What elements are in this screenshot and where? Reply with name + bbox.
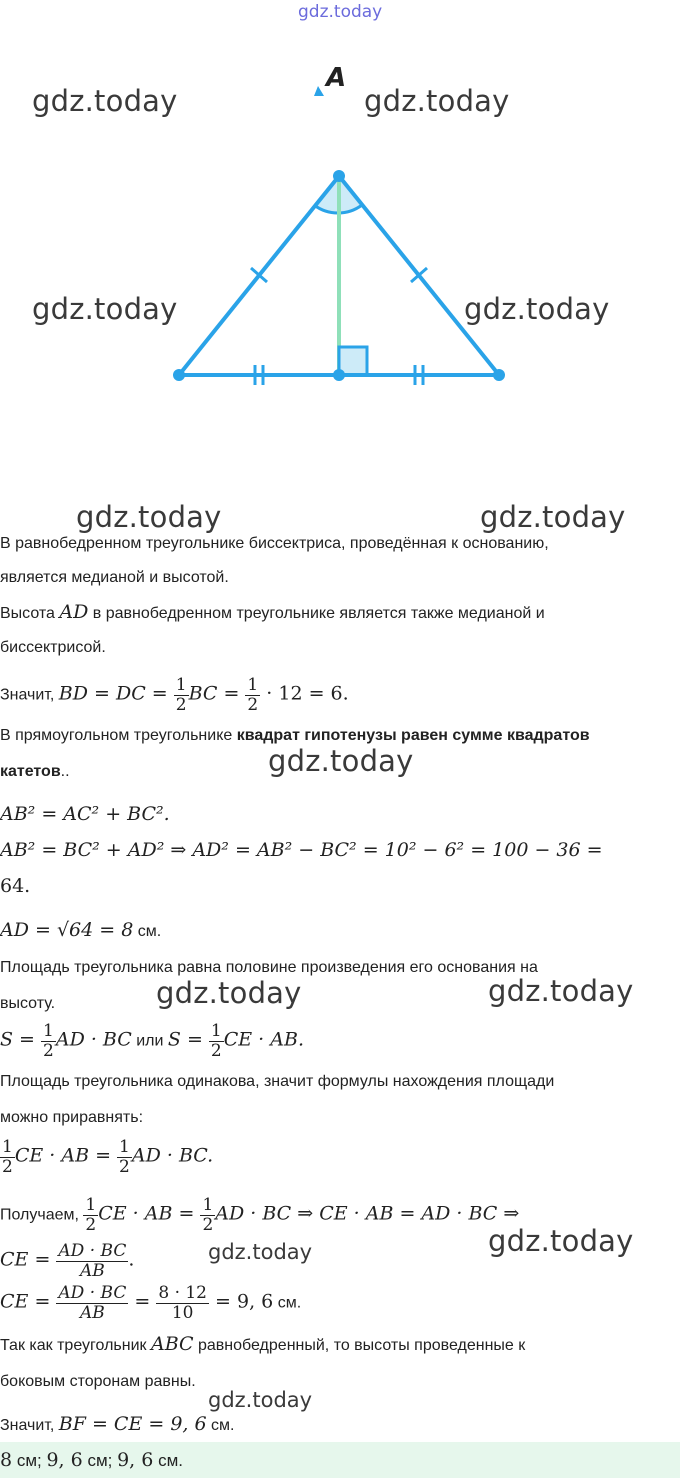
watermark: gdz.today [364, 84, 510, 118]
formula-line: Значит, BD = DC = $\frac{1}{2}$ BC = $\frac{1}{2}$ · 12 = 6. [0, 675, 349, 715]
text-line: можно приравнять: [0, 1109, 144, 1126]
text-line: высоту. [0, 995, 56, 1012]
text-line: биссектрисой. [0, 639, 106, 656]
text-line: катетов.. [0, 763, 70, 780]
watermark: gdz.today [480, 500, 626, 534]
watermark: gdz.today [464, 292, 610, 326]
watermark: gdz.today [208, 1240, 313, 1264]
watermark: gdz.today [488, 974, 634, 1008]
text-line: Значит, BF = CE = 9, 6 см. [0, 1413, 235, 1435]
watermark: gdz.today [208, 1388, 313, 1412]
formula-line: $\frac{1}{2}$ CE · AB = $\frac{1}{2}$ AD · BC. [2, 1137, 214, 1177]
watermark: gdz.today [32, 84, 178, 118]
formula-line: AD = √64 = 8 см. [0, 919, 162, 941]
answer-box: 8 см; 9, 6 см; 9, 6 см. [0, 1442, 680, 1478]
formula-line: CE = $\frac{AD \cdot BC}{AB}$ . [0, 1241, 135, 1281]
text-line: В равнобедренном треугольнике биссектриса, проведённая к основанию, [0, 535, 549, 552]
text-line: Площадь треугольника равна половине произведения его основания на [0, 959, 538, 976]
vertex-marker-icon [314, 86, 324, 96]
formula-line: AB² = AC² + BC². [0, 803, 170, 825]
vertex-b [173, 369, 185, 381]
vertex-d [333, 369, 345, 381]
formula-line: CE = $\frac{AD \cdot BC}{AB}$ = $\frac{8 \cdot 12}{10}$ = 9, 6 см. [0, 1283, 302, 1323]
watermark: gdz.today [32, 292, 178, 326]
text-line: В прямоугольном треугольнике квадрат гипотенузы равен сумме квадратов [0, 727, 590, 744]
watermark: gdz.today [156, 976, 302, 1010]
watermark: gdz.today [76, 500, 222, 534]
text-line: Высота AD в равнобедренном треугольнике является также медианой и [0, 601, 545, 623]
text-line: Так как треугольник ABC равнобедренный, то высоты проведенные к [0, 1333, 526, 1355]
watermark: gdz.today [488, 1224, 634, 1258]
text-line: Площадь треугольника одинакова, значит формулы нахождения площади [0, 1073, 555, 1090]
vertex-a [333, 170, 345, 182]
text-line: боковым сторонам равны. [0, 1373, 196, 1390]
vertex-c [493, 369, 505, 381]
formula-line: AB² = BC² + AD² ⇒ AD² = AB² − BC² = 10² − 6² = 100 − 36 = [0, 839, 603, 861]
watermark: gdz.today [268, 744, 414, 778]
triangle-figure [0, 60, 680, 400]
formula-line: Получаем, $\frac{1}{2}$ CE · AB = $\frac{1}{2}$ AD · BC ⇒ CE · AB = AD · BC ⇒ [0, 1195, 520, 1235]
watermark-top: gdz.today [298, 2, 383, 22]
vertex-label: A [326, 63, 347, 93]
formula-line: S = $\frac{1}{2}$ AD · BC или S = $\frac{1}{2}$ CE · AB. [0, 1021, 304, 1061]
formula-line: 64. [0, 875, 31, 897]
text-line: является медианой и высотой. [0, 569, 229, 586]
